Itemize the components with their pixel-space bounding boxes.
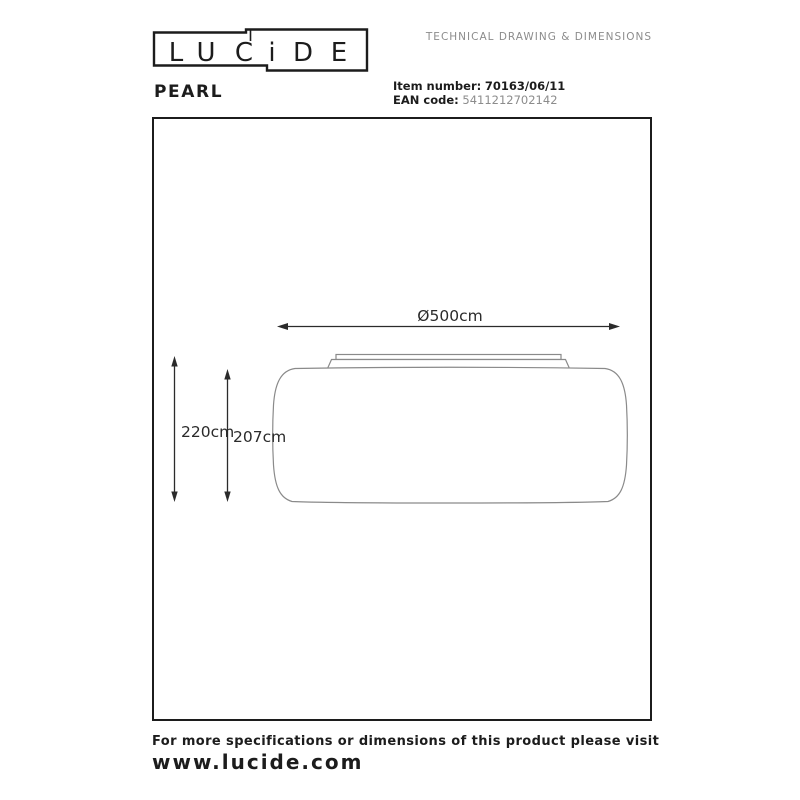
item-number-value: 70163/06/11 xyxy=(484,79,566,93)
ean-code-value: 5411212702142 xyxy=(462,93,558,107)
logo-letter-u: U xyxy=(196,38,216,68)
drawing-frame xyxy=(152,117,652,721)
total-height-dimension xyxy=(171,356,177,502)
item-number-label: Item number: xyxy=(393,79,482,93)
product-meta xyxy=(393,79,565,107)
diameter-label: Ø500cm xyxy=(417,307,483,325)
item-number-row xyxy=(393,79,565,93)
lamp-canopy-plate xyxy=(336,355,561,360)
logo-letter-l: L xyxy=(168,38,184,68)
lucide-logo xyxy=(148,24,374,76)
ean-code-label: EAN code: xyxy=(393,93,459,107)
sheet-type-heading: TECHNICAL DRAWING & DIMENSIONS xyxy=(425,31,652,43)
logo-letter-d: D xyxy=(292,38,314,68)
logo-letter-e: E xyxy=(330,38,348,68)
body-height-label: 207cm xyxy=(233,428,287,446)
diameter-arrowhead-right xyxy=(609,323,620,330)
body-height-arrowhead-bottom xyxy=(224,492,230,503)
logo-letter-i: i xyxy=(268,38,276,68)
lamp-body-outline xyxy=(273,367,628,503)
ean-code-row xyxy=(393,93,565,107)
diameter-arrowhead-left xyxy=(277,323,288,330)
logo-letter-c: C xyxy=(234,38,254,68)
footer-note: For more specifications or dimensions of this product please visit xyxy=(152,734,660,749)
body-height-arrowhead-top xyxy=(224,369,230,380)
logo-letters xyxy=(169,38,347,68)
footer-website: www.lucide.com xyxy=(152,750,364,774)
total-height-label: 220cm xyxy=(181,423,235,441)
product-name: PEARL xyxy=(154,82,224,102)
technical-drawing xyxy=(154,119,650,719)
total-height-arrowhead-top xyxy=(171,356,177,367)
total-height-arrowhead-bottom xyxy=(171,492,177,503)
